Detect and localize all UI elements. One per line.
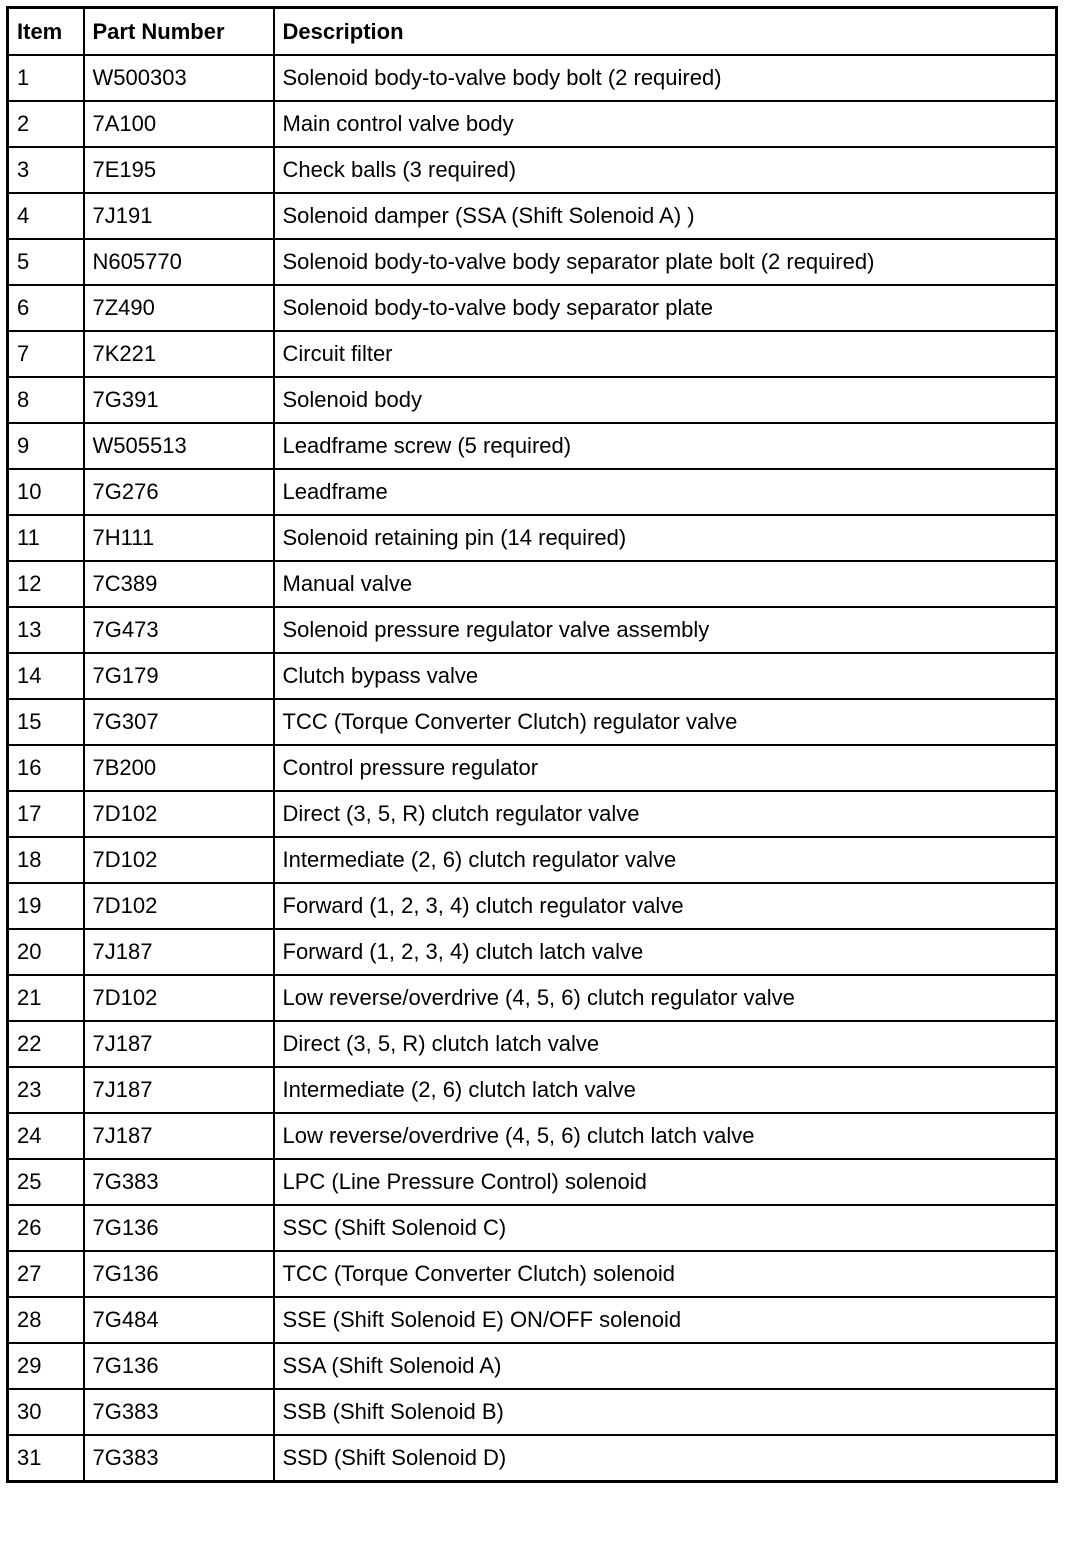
- cell-part-number: 7D102: [84, 837, 274, 883]
- cell-part-number: 7J187: [84, 1067, 274, 1113]
- cell-part-number: 7C389: [84, 561, 274, 607]
- table-row: [8, 607, 1057, 653]
- cell-part-number: 7G383: [84, 1435, 274, 1482]
- cell-part-number: 7J191: [84, 193, 274, 239]
- table-row: [8, 561, 1057, 607]
- cell-part-number: 7Z490: [84, 285, 274, 331]
- cell-part-number: 7G484: [84, 1297, 274, 1343]
- cell-part-number: 7E195: [84, 147, 274, 193]
- cell-part-number: 7D102: [84, 791, 274, 837]
- cell-item: 29: [8, 1343, 84, 1389]
- header-part-number: Part Number: [84, 8, 274, 56]
- table-row: [8, 975, 1057, 1021]
- table-row: [8, 239, 1057, 285]
- cell-description: Leadframe: [274, 469, 1057, 515]
- table-row: [8, 1435, 1057, 1482]
- table-row: [8, 285, 1057, 331]
- cell-part-number: 7G307: [84, 699, 274, 745]
- cell-description: Circuit filter: [274, 331, 1057, 377]
- cell-description: TCC (Torque Converter Clutch) solenoid: [274, 1251, 1057, 1297]
- cell-part-number: 7G136: [84, 1343, 274, 1389]
- table-row: [8, 101, 1057, 147]
- table-row: [8, 1389, 1057, 1435]
- table-row: [8, 1021, 1057, 1067]
- cell-part-number: 7J187: [84, 1021, 274, 1067]
- cell-item: 7: [8, 331, 84, 377]
- table-row: [8, 1205, 1057, 1251]
- cell-description: Direct (3, 5, R) clutch regulator valve: [274, 791, 1057, 837]
- cell-description: Forward (1, 2, 3, 4) clutch regulator valve: [274, 883, 1057, 929]
- cell-part-number: 7G276: [84, 469, 274, 515]
- table-body: [8, 55, 1057, 1482]
- cell-part-number: 7G136: [84, 1205, 274, 1251]
- table-row: [8, 377, 1057, 423]
- table-row: [8, 699, 1057, 745]
- cell-part-number: 7G391: [84, 377, 274, 423]
- cell-part-number: 7J187: [84, 1113, 274, 1159]
- cell-item: 11: [8, 515, 84, 561]
- header-row: [8, 8, 1057, 56]
- cell-description: Direct (3, 5, R) clutch latch valve: [274, 1021, 1057, 1067]
- cell-item: 4: [8, 193, 84, 239]
- table-row: [8, 423, 1057, 469]
- cell-part-number: 7J187: [84, 929, 274, 975]
- cell-item: 24: [8, 1113, 84, 1159]
- cell-item: 23: [8, 1067, 84, 1113]
- cell-part-number: N605770: [84, 239, 274, 285]
- cell-description: SSD (Shift Solenoid D): [274, 1435, 1057, 1482]
- cell-description: LPC (Line Pressure Control) solenoid: [274, 1159, 1057, 1205]
- cell-description: SSE (Shift Solenoid E) ON/OFF solenoid: [274, 1297, 1057, 1343]
- cell-item: 15: [8, 699, 84, 745]
- cell-item: 6: [8, 285, 84, 331]
- cell-item: 30: [8, 1389, 84, 1435]
- cell-item: 16: [8, 745, 84, 791]
- table-header: [8, 8, 1057, 56]
- cell-item: 26: [8, 1205, 84, 1251]
- cell-description: Solenoid retaining pin (14 required): [274, 515, 1057, 561]
- cell-part-number: 7G383: [84, 1389, 274, 1435]
- cell-part-number: 7D102: [84, 975, 274, 1021]
- table-row: [8, 791, 1057, 837]
- cell-description: Leadframe screw (5 required): [274, 423, 1057, 469]
- table-row: [8, 193, 1057, 239]
- cell-item: 28: [8, 1297, 84, 1343]
- table-row: [8, 515, 1057, 561]
- cell-description: Solenoid damper (SSA (Shift Solenoid A) ): [274, 193, 1057, 239]
- cell-description: Intermediate (2, 6) clutch regulator valve: [274, 837, 1057, 883]
- cell-item: 19: [8, 883, 84, 929]
- cell-description: Solenoid body-to-valve body separator plate: [274, 285, 1057, 331]
- cell-part-number: 7H111: [84, 515, 274, 561]
- cell-description: Solenoid pressure regulator valve assembly: [274, 607, 1057, 653]
- cell-item: 21: [8, 975, 84, 1021]
- table-row: [8, 147, 1057, 193]
- cell-item: 9: [8, 423, 84, 469]
- cell-part-number: W505513: [84, 423, 274, 469]
- table-row: [8, 331, 1057, 377]
- cell-item: 22: [8, 1021, 84, 1067]
- cell-description: Intermediate (2, 6) clutch latch valve: [274, 1067, 1057, 1113]
- cell-part-number: 7K221: [84, 331, 274, 377]
- table-row: [8, 1251, 1057, 1297]
- cell-description: Solenoid body: [274, 377, 1057, 423]
- cell-description: SSB (Shift Solenoid B): [274, 1389, 1057, 1435]
- cell-item: 20: [8, 929, 84, 975]
- cell-description: Solenoid body-to-valve body bolt (2 required): [274, 55, 1057, 101]
- cell-item: 13: [8, 607, 84, 653]
- cell-part-number: 7G473: [84, 607, 274, 653]
- table-row: [8, 745, 1057, 791]
- cell-part-number: 7G136: [84, 1251, 274, 1297]
- cell-item: 14: [8, 653, 84, 699]
- table-row: [8, 1297, 1057, 1343]
- cell-item: 12: [8, 561, 84, 607]
- cell-item: 17: [8, 791, 84, 837]
- cell-item: 25: [8, 1159, 84, 1205]
- table-row: [8, 1343, 1057, 1389]
- cell-item: 1: [8, 55, 84, 101]
- cell-part-number: W500303: [84, 55, 274, 101]
- cell-item: 27: [8, 1251, 84, 1297]
- cell-part-number: 7A100: [84, 101, 274, 147]
- cell-description: Manual valve: [274, 561, 1057, 607]
- table-row: [8, 883, 1057, 929]
- cell-part-number: 7G383: [84, 1159, 274, 1205]
- cell-description: Main control valve body: [274, 101, 1057, 147]
- cell-description: Low reverse/overdrive (4, 5, 6) clutch latch valve: [274, 1113, 1057, 1159]
- table-row: [8, 653, 1057, 699]
- cell-description: Clutch bypass valve: [274, 653, 1057, 699]
- table-row: [8, 929, 1057, 975]
- cell-item: 8: [8, 377, 84, 423]
- table-row: [8, 1113, 1057, 1159]
- cell-description: Low reverse/overdrive (4, 5, 6) clutch regulator valve: [274, 975, 1057, 1021]
- cell-part-number: 7D102: [84, 883, 274, 929]
- cell-item: 3: [8, 147, 84, 193]
- header-item: Item: [8, 8, 84, 56]
- cell-description: SSC (Shift Solenoid C): [274, 1205, 1057, 1251]
- table-row: [8, 1159, 1057, 1205]
- cell-item: 5: [8, 239, 84, 285]
- table-row: [8, 55, 1057, 101]
- cell-description: Control pressure regulator: [274, 745, 1057, 791]
- cell-item: 18: [8, 837, 84, 883]
- cell-item: 10: [8, 469, 84, 515]
- table-row: [8, 837, 1057, 883]
- cell-part-number: 7G179: [84, 653, 274, 699]
- cell-description: Solenoid body-to-valve body separator plate bolt (2 required): [274, 239, 1057, 285]
- cell-description: SSA (Shift Solenoid A): [274, 1343, 1057, 1389]
- parts-table: [6, 6, 1058, 1483]
- cell-description: TCC (Torque Converter Clutch) regulator valve: [274, 699, 1057, 745]
- cell-description: Check balls (3 required): [274, 147, 1057, 193]
- table-row: [8, 469, 1057, 515]
- header-description: Description: [274, 8, 1057, 56]
- cell-item: 31: [8, 1435, 84, 1482]
- cell-part-number: 7B200: [84, 745, 274, 791]
- table-row: [8, 1067, 1057, 1113]
- cell-item: 2: [8, 101, 84, 147]
- cell-description: Forward (1, 2, 3, 4) clutch latch valve: [274, 929, 1057, 975]
